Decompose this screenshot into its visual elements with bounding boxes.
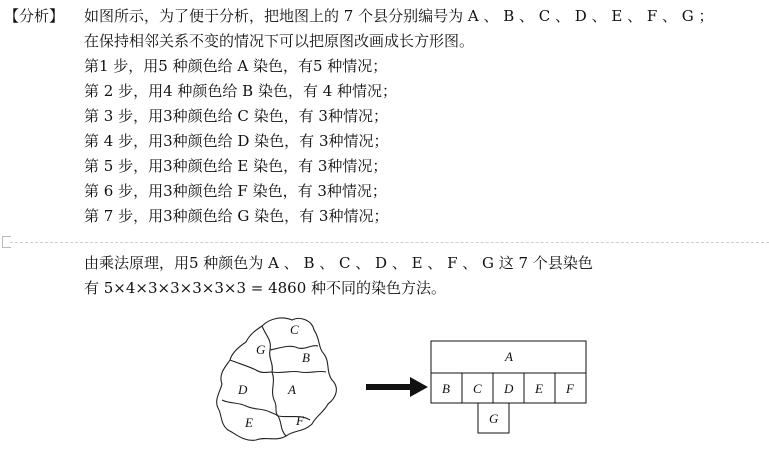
map-outline [217,318,337,440]
step-3: 第 3 步，用3种颜色给 C 染色，有 3种情况； [84,107,388,125]
border-a-f [278,416,310,420]
step-6: 第 6 步，用3种颜色给 F 染色，有 3种情况； [84,182,387,200]
map-label-g: G [256,342,266,357]
map-label-a: A [288,382,296,397]
map-label-b: B [302,350,310,365]
rect-label-d: D [504,381,514,396]
rect-label-e: E [535,381,543,396]
map-label-c: C [290,322,299,337]
rect-label-c: C [473,381,482,396]
map-label-e: E [245,415,253,430]
conclusion-line-2: 有 5×4×3×3×3×3×3 = 4860 种不同的染色方法。 [84,279,447,297]
rectangle-diagram [360,335,595,437]
step-5: 第 5 步，用3种颜色给 E 染色，有 3种情况； [84,157,388,175]
rect-label-a: A [505,349,513,364]
arrow-icon [366,377,428,397]
intro-line-2: 在保持相邻关系不变的情况下可以把原图改画成长方形图。 [84,32,475,50]
step-7: 第 7 步，用3种颜色给 G 染色，有 3种情况； [84,207,389,225]
border-d-a [272,372,278,416]
page-divider [10,242,769,243]
analysis-tag: 【分析】 [4,7,65,25]
rect-label-f: F [566,381,574,396]
conclusion-line-1: 由乘法原理，用5 种颜色为 A 、 B 、 C 、 D 、 E 、 F 、 G 这 7 个县染色 [84,254,593,272]
step-4: 第 4 步，用3种颜色给 D 染色，有 3种情况； [84,132,389,150]
border-g-d [230,360,272,373]
step-2: 第 2 步，用4 种颜色给 B 染色，有 4 种情况； [84,82,398,100]
step-1: 第1 步，用5 种颜色给 A 染色，有5 种情况； [84,57,388,75]
border-b-a [272,371,326,372]
intro-line-1: 如图所示，为了便于分析，把地图上的 7 个县分别编号为 A 、 B 、 C 、 D 、 E 、 F 、 G ； [84,7,714,25]
border-e-f [278,416,286,436]
map-label-f: F [296,413,304,428]
border-d-e [222,400,278,416]
border-c-b [270,346,318,350]
county-map [200,308,360,448]
rect-label-b: B [442,381,450,396]
rect-label-g: G [489,411,499,426]
map-label-d: D [238,382,248,397]
